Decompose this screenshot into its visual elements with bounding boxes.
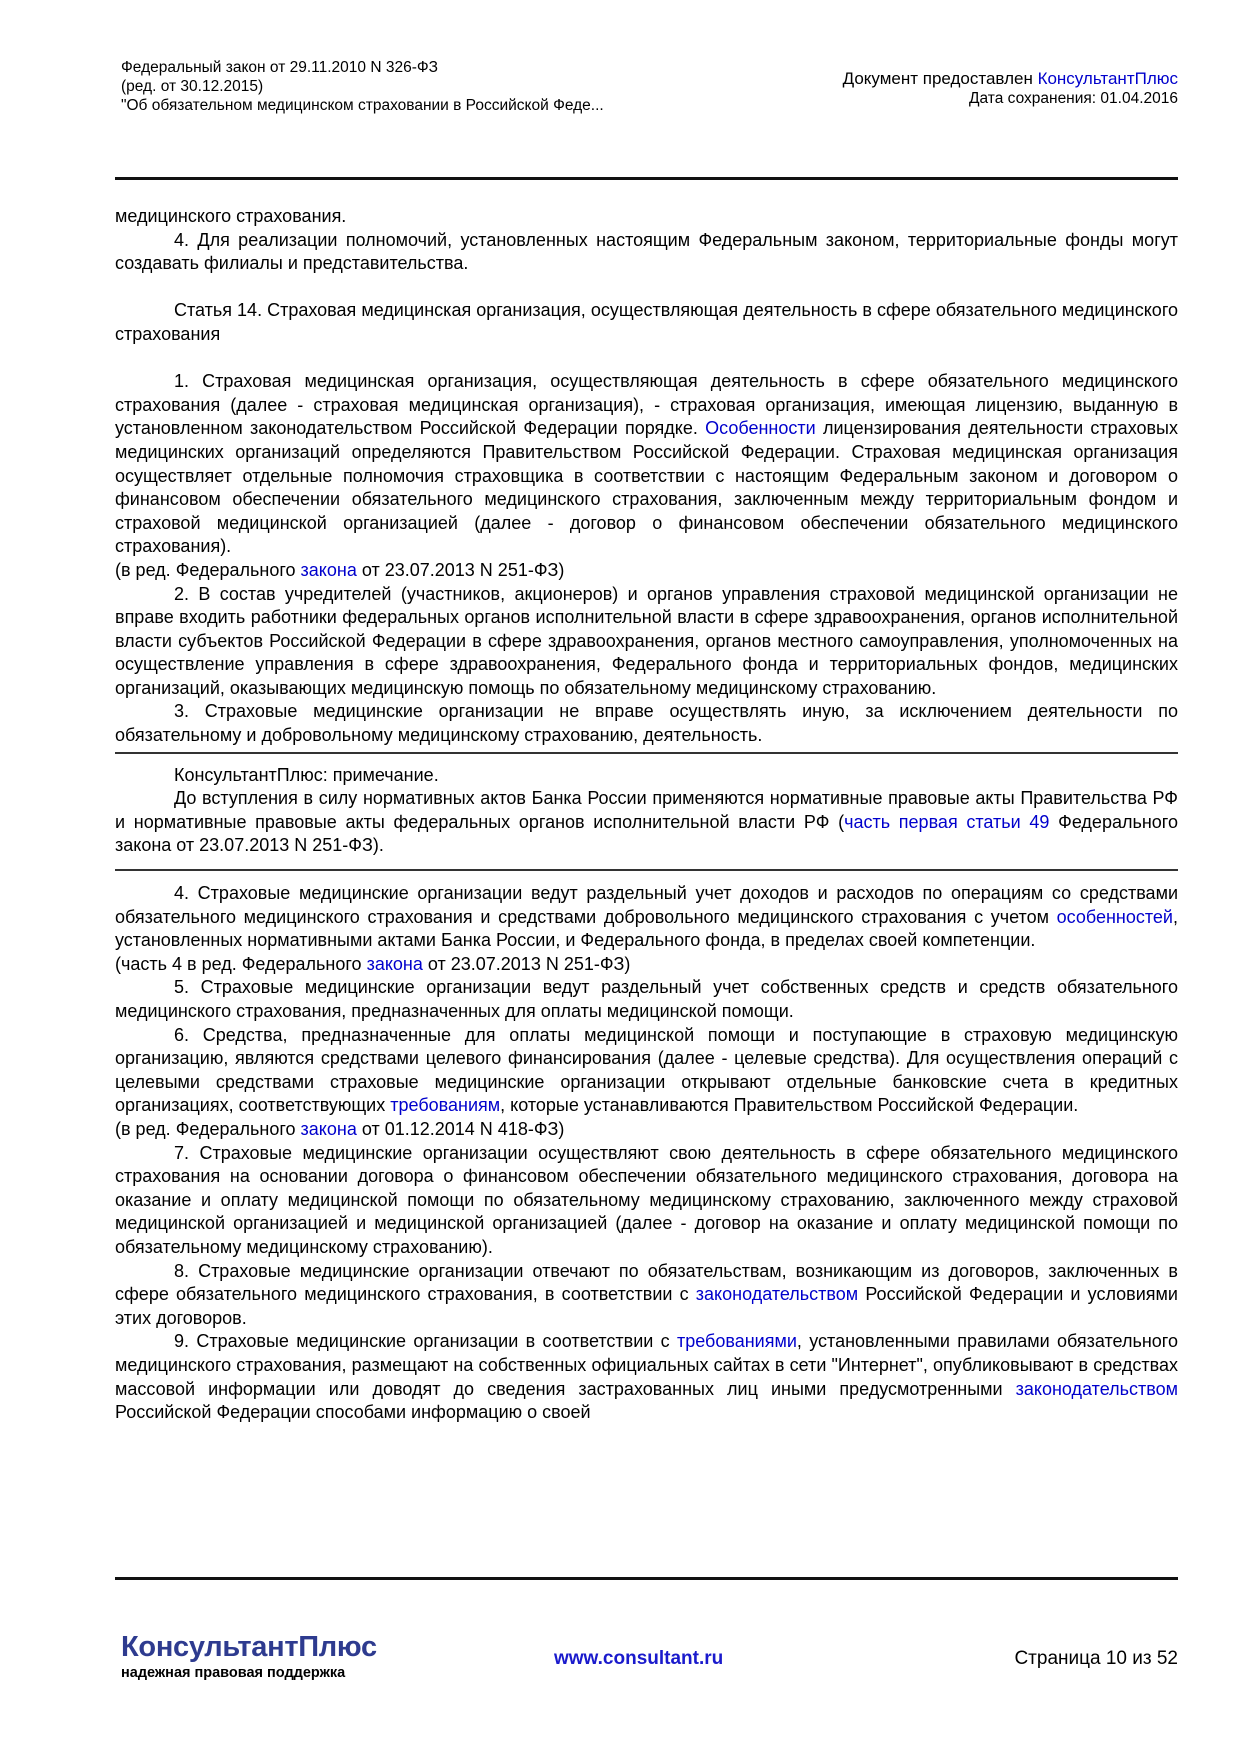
text: лицензирования деятельности страховых медицинских организаций определяются Правительством Российской Федерации. Страховая медицинская организация осуществляет отдельные полномочия страховщика в соответствии с настоящим Федеральным законом и договором о финансовом обеспечении обязательного медицинского страхования, заключенным между территориальным фондом и страховой медицинской организацией (далее - договор о финансовом обеспечении обязательного медицинского страхования). bbox=[115, 418, 1178, 557]
doc-title-line3: "Об обязательном медицинском страховании в Российской Феде... bbox=[121, 97, 604, 114]
link-zakona-251[interactable]: закона bbox=[300, 559, 357, 580]
paragraph-14-7: 7. Страховые медицинские организации осуществляют свою деятельность в сфере обязательного медицинского страхования на основании договора о финансовом обеспечении обязательного медицинского страхования, договора на оказание и оплату медицинской помощи по обязательному медицинскому страхованию, заключенного между страховой медицинской организацией и медицинской организацией (далее - договор на оказание и оплату медицинской помощи по обязательному медицинскому страхованию). bbox=[115, 1142, 1178, 1257]
text: от 23.07.2013 N 251-ФЗ) bbox=[422, 953, 631, 974]
text: (часть 4 в ред. Федерального bbox=[115, 953, 367, 974]
link-trebovaniyami[interactable]: требованиями bbox=[676, 1331, 797, 1352]
link-osobennosti[interactable]: Особенности bbox=[705, 418, 816, 439]
note-text bbox=[115, 787, 1178, 858]
link-zakonodatelstvom-9[interactable]: законодательством bbox=[1015, 1378, 1178, 1399]
brand-tagline: надежная правовая поддержка bbox=[121, 1665, 346, 1681]
paragraph-14-2: 2. В состав учредителей (участников, акционеров) и органов управления страховой медицинской организации не вправе входить работники федеральных органов исполнительной власти в сфере здравоохранения, органов исполнительной власти субъектов Российской Федерации в сфере здравоохранения, органов местного самоуправления, уполномоченных на осуществление управления в сфере здравоохранения, Федерального фонда и территориальных фондов, медицинских организаций, оказывающих медицинскую помощь по обязательному медицинскому страхованию. bbox=[115, 583, 1178, 698]
paragraph-14-5: 5. Страховые медицинские организации ведут раздельный учет собственных средств и средств обязательного медицинского страхования, предназначенных для оплаты медицинской помощи. bbox=[115, 977, 1178, 1021]
edition-note-6 bbox=[115, 1118, 1178, 1142]
link-zakona-418[interactable]: закона bbox=[300, 1118, 357, 1139]
text: , которые устанавливаются Правительством Российской Федерации. bbox=[500, 1095, 1079, 1116]
text: (в ред. Федерального bbox=[115, 559, 301, 580]
paragraph-14-1 bbox=[115, 370, 1178, 559]
link-part-one-article-49[interactable]: часть первая статьи 49 bbox=[844, 811, 1050, 832]
footer-logo bbox=[121, 1630, 377, 1682]
text: , установленных нормативными актами Банка России, и Федерального фонда, в пределах своей компетенции. bbox=[115, 906, 1178, 951]
paragraph-continuation: медицинского страхования. bbox=[115, 206, 347, 226]
text: Российской Федерации и условиями этих договоров. bbox=[115, 1284, 1178, 1328]
text: 1. Страховая медицинская организация, осуществляющая деятельность в сфере обязательного медицинского страхования (далее - страховая медицинская организация), - страховая организация, имеющая лицензию, выданную в установленном законодательством Российской Федерации порядке. bbox=[115, 371, 1178, 439]
doc-title-line2: (ред. от 30.12.2015) bbox=[121, 78, 264, 95]
text: от 23.07.2013 N 251-ФЗ) bbox=[356, 559, 565, 580]
doc-title-line1: Федеральный закон от 29.11.2010 N 326-ФЗ bbox=[121, 59, 439, 76]
provided-prefix: Документ предоставлен bbox=[842, 69, 1038, 88]
brand-name: КонсультантПлюс bbox=[121, 1631, 377, 1663]
paragraph-14-4 bbox=[115, 882, 1178, 953]
text: 4. Страховые медицинские организации ведут раздельный учет доходов и расходов по операциям со средствами обязательного медицинского страхования и средствами добровольного медицинского страхования с учетом bbox=[115, 883, 1178, 927]
text: Федерального закона от 23.07.2013 N 251-ФЗ). bbox=[115, 811, 1178, 856]
paragraph-14-6 bbox=[115, 1024, 1178, 1118]
text: Российской Федерации способами информацию о своей bbox=[115, 1402, 591, 1423]
document-header-title bbox=[121, 58, 604, 115]
text: , установленными правилами обязательного медицинского страхования, размещают на собственных официальных сайтах в сети "Интернет", опубликовывают в средствах массовой информации или доводят до сведения застрахованных лиц иными предусмотренными bbox=[115, 1331, 1178, 1399]
header-divider bbox=[115, 177, 1178, 180]
paragraph-13-4: 4. Для реализации полномочий, установленных настоящим Федеральным законом, территориальные фонды могут создавать филиалы и представительства. bbox=[115, 229, 1178, 274]
text: от 01.12.2014 N 418-ФЗ) bbox=[356, 1118, 565, 1139]
article-14-title: Статья 14. Страховая медицинская организация, осуществляющая деятельность в сфере обязательного медицинского страхования bbox=[115, 300, 1178, 344]
document-body bbox=[115, 205, 1178, 1425]
link-zakona-251-part4[interactable]: закона bbox=[366, 953, 423, 974]
saved-date: Дата сохранения: 01.04.2016 bbox=[969, 90, 1178, 107]
paragraph-14-8 bbox=[115, 1260, 1178, 1331]
edition-note-1 bbox=[115, 559, 1178, 583]
paragraph-14-3: 3. Страховые медицинские организации не вправе осуществлять иную, за исключением деятельности по обязательному и добровольному медицинскому страхованию, деятельность. bbox=[115, 701, 1178, 746]
provided-brand-link[interactable]: КонсультантПлюс bbox=[1037, 69, 1178, 88]
footer-divider bbox=[115, 1577, 1178, 1580]
document-header-meta bbox=[843, 68, 1178, 108]
text: 8. Страховые медицинские организации отвечают по обязательствам, возникающим из договоров, заключенных в сфере обязательного медицинского страхования, в соответствии с bbox=[115, 1260, 1178, 1305]
link-osobennostey[interactable]: особенностей bbox=[1056, 906, 1173, 927]
page-number: Страница 10 из 52 bbox=[1014, 1648, 1178, 1669]
text: 6. Средства, предназначенные для оплаты медицинской помощи и поступающие в страховую медицинскую организацию, являются средствами целевого финансирования (далее - целевые средства). Для осуществления операций с целевыми средствами страховые медицинские организации открывают отдельные банковские счета в кредитных организациях, соответствующих bbox=[115, 1024, 1178, 1116]
footer-website-link[interactable]: www.consultant.ru bbox=[554, 1648, 724, 1669]
note-title: КонсультантПлюс: примечание. bbox=[174, 764, 439, 785]
paragraph-14-9 bbox=[115, 1330, 1178, 1424]
text: До вступления в силу нормативных актов Банка России применяются нормативные правовые акты Правительства РФ и нормативные правовые акты федеральных органов исполнительной власти РФ ( bbox=[115, 788, 1178, 832]
edition-note-4 bbox=[115, 953, 1178, 977]
link-zakonodatelstvom-8[interactable]: законодательством bbox=[695, 1284, 859, 1305]
consultant-note bbox=[115, 752, 1178, 871]
text: (в ред. Федерального bbox=[115, 1118, 301, 1139]
link-trebovaniyam[interactable]: требованиям bbox=[390, 1095, 501, 1116]
provided-by bbox=[843, 68, 1178, 89]
text: 9. Страховые медицинские организации в соответствии с bbox=[174, 1331, 677, 1352]
